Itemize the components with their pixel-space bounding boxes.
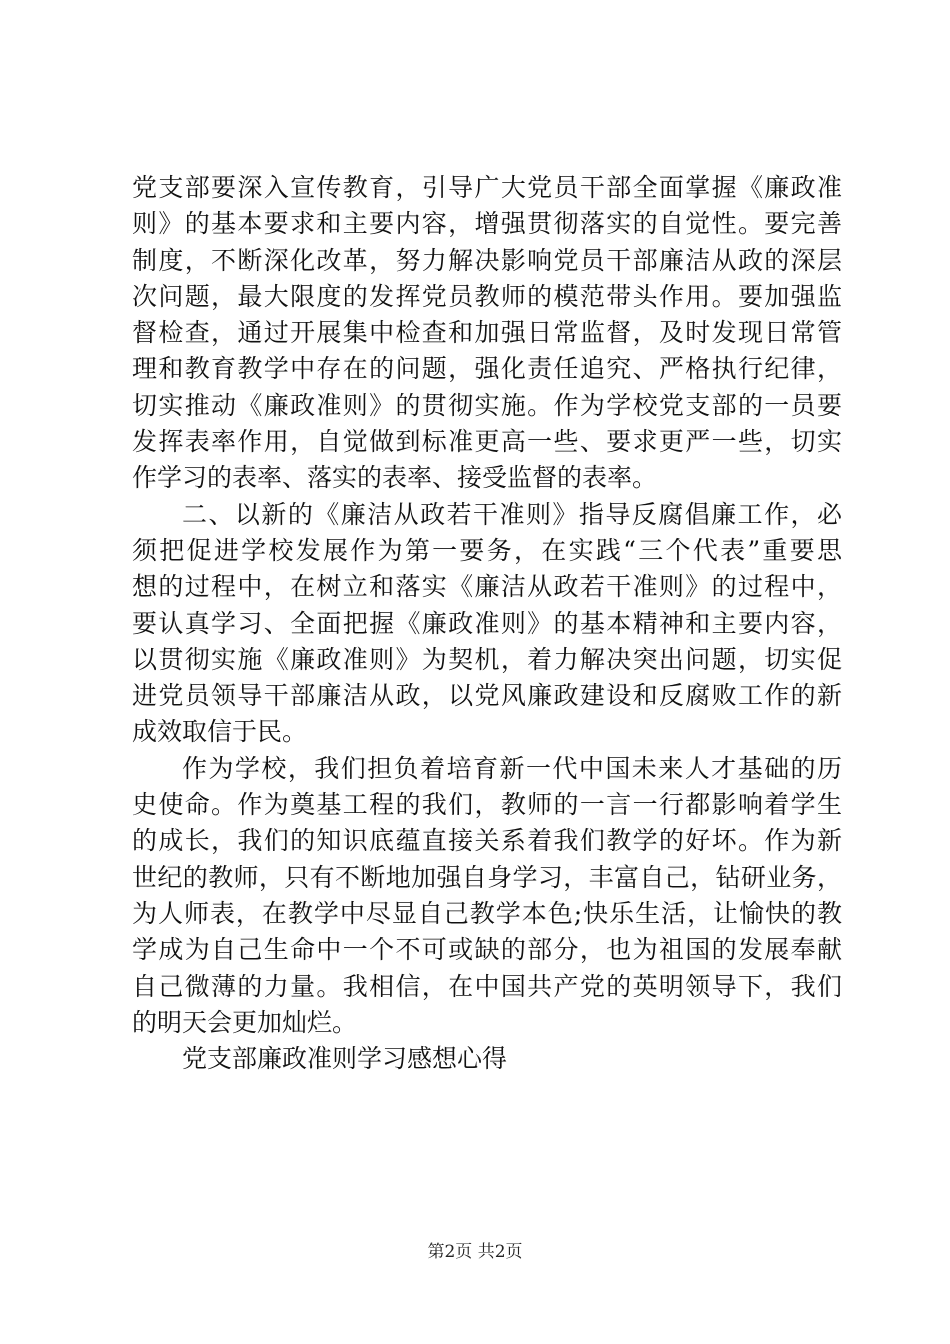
document-heading: 党支部廉政准则学习感想心得 [182, 1044, 508, 1074]
text-line: 要认真学习、全面把握《廉政准则》的基本精神和主要内容， [132, 608, 842, 638]
text-line: 作学习的表率、落实的表率、接受监督的表率。 [132, 463, 658, 493]
text-line: 自己微薄的力量。我相信，在中国共产党的英明领导下，我们 [132, 971, 842, 1001]
text-line: 为人师表，在教学中尽显自己教学本色;快乐生活，让愉快的教 [132, 898, 842, 928]
text-line: 党支部要深入宣传教育，引导广大党员干部全面掌握《廉政准 [132, 173, 842, 202]
text-line: 进党员领导干部廉洁从政，以党风廉政建设和反腐败工作的新 [132, 681, 842, 711]
paragraph-4 [132, 1041, 842, 1077]
text-line: 制度，不断深化改革，努力解决影响党员干部廉洁从政的深层 [132, 245, 842, 275]
text-line: 世纪的教师，只有不断地加强自身学习，丰富自己，钻研业务， [132, 862, 842, 892]
paragraph-2 [132, 497, 842, 751]
text-line: 发挥表率作用，自觉做到标准更高一些、要求更严一些，切实 [132, 427, 842, 457]
text-line: 督检查，通过开展集中检查和加强日常监督，及时发现日常管 [132, 318, 842, 348]
paragraph-1 [132, 170, 842, 497]
text-line: 切实推动《廉政准则》的贯彻实施。作为学校党支部的一员要 [132, 390, 842, 420]
text-line: 史使命。作为奠基工程的我们，教师的一言一行都影响着学生 [132, 790, 842, 820]
text-line: 则》的基本要求和主要内容，增强贯彻落实的自觉性。要完善 [132, 209, 842, 239]
text-line: 成效取信于民。 [132, 717, 308, 747]
text-line: 想的过程中，在树立和落实《廉洁从政若干准则》的过程中， [132, 572, 842, 602]
paragraph-3 [132, 751, 842, 1041]
text-line: 的成长，我们的知识底蕴直接关系着我们教学的好坏。作为新 [132, 826, 842, 856]
text-line: 学成为自己生命中一个不可或缺的部分，也为祖国的发展奉献 [132, 935, 842, 965]
text-line: 作为学校，我们担负着培育新一代中国未来人才基础的历 [182, 753, 842, 783]
page-number: 第2页 共2页 [427, 1242, 523, 1262]
text-line: 二、以新的《廉洁从政若干准则》指导反腐倡廉工作，必 [182, 499, 842, 529]
text-line: 次问题，最大限度的发挥党员教师的模范带头作用。要加强监 [132, 281, 842, 311]
document-body [132, 170, 842, 1077]
text-line: 理和教育教学中存在的问题，强化责任追究、严格执行纪律， [132, 354, 842, 384]
text-line: 须把促进学校发展作为第一要务，在实践“三个代表”重要思 [132, 535, 842, 565]
text-line: 以贯彻实施《廉政准则》为契机，着力解决突出问题，切实促 [132, 644, 842, 674]
text-line: 的明天会更加灿烂。 [132, 1007, 358, 1037]
